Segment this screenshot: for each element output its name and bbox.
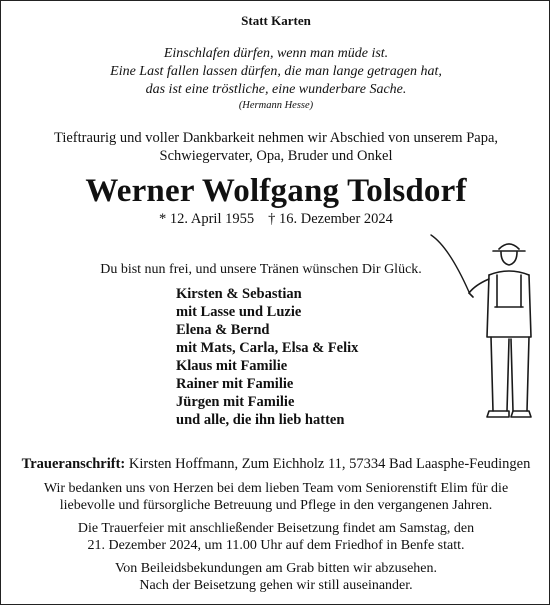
farewell-line: Du bist nun frei, und unsere Tränen wünschen Dir Glück.	[100, 262, 422, 277]
closing-requests	[1, 560, 550, 594]
family-member: Kirsten & Sebastian	[176, 286, 302, 302]
poem-line: das ist eine tröstliche, eine wunderbare Sache.	[145, 82, 407, 97]
poem-line: Einschlafen dürfen, wenn man müde ist.	[163, 46, 389, 61]
request-line: Von Beileidsbekundungen am Grab bitten wir abzusehen.	[114, 561, 438, 576]
deceased-name: Werner Wolfgang Tolsdorf	[85, 173, 467, 209]
service-line: Die Trauerfeier mit anschließender Beisetzung findet am Samstag, den	[77, 521, 475, 536]
service-details	[1, 520, 550, 554]
family-member: Elena & Bernd	[176, 322, 270, 338]
life-dates	[1, 210, 550, 228]
birth-date: * 12. April 1955	[159, 211, 255, 227]
poem	[1, 45, 550, 113]
family-member: mit Mats, Carla, Elsa & Felix	[176, 340, 359, 356]
notice-heading: Statt Karten	[241, 13, 311, 28]
request-line: Nach der Beisetzung gehen wir still auseinander.	[139, 578, 413, 593]
thanks-line: Wir bedanken uns von Herzen bei dem lieben Team vom Seniorenstift Elim für die	[43, 481, 509, 496]
fisherman-silhouette-icon	[429, 227, 539, 427]
intro-line: Tieftraurig und voller Dankbarkeit nehmen wir Abschied von unserem Papa,	[53, 130, 499, 146]
mourning-address	[1, 455, 550, 473]
thanks-line: liebevolle und fürsorgliche Betreuung und Pflege in den vergangenen Jahren.	[59, 498, 493, 513]
intro-line: Schwiegervater, Opa, Bruder und Onkel	[159, 148, 393, 164]
family-member: Rainer mit Familie	[176, 376, 294, 392]
intro-text	[1, 129, 550, 165]
poem-author: (Hermann Hesse)	[238, 100, 314, 111]
poem-line: Eine Last fallen lassen dürfen, die man lange getragen hat,	[110, 64, 442, 79]
thanks-text	[1, 480, 550, 514]
address-text: Kirsten Hoffmann, Zum Eichholz 11, 57334 Bad Laasphe-Feudingen	[125, 456, 531, 472]
address-label: Traueranschrift:	[21, 456, 126, 472]
family-member: und alle, die ihn lieb hatten	[176, 412, 345, 428]
family-member: Jürgen mit Familie	[176, 394, 295, 410]
service-line: 21. Dezember 2024, um 11.00 Uhr auf dem Friedhof in Benfe statt.	[87, 538, 465, 553]
death-date: † 16. Dezember 2024	[268, 211, 393, 227]
family-list	[176, 285, 436, 429]
family-member: mit Lasse und Luzie	[176, 304, 302, 320]
family-member: Klaus mit Familie	[176, 358, 288, 374]
